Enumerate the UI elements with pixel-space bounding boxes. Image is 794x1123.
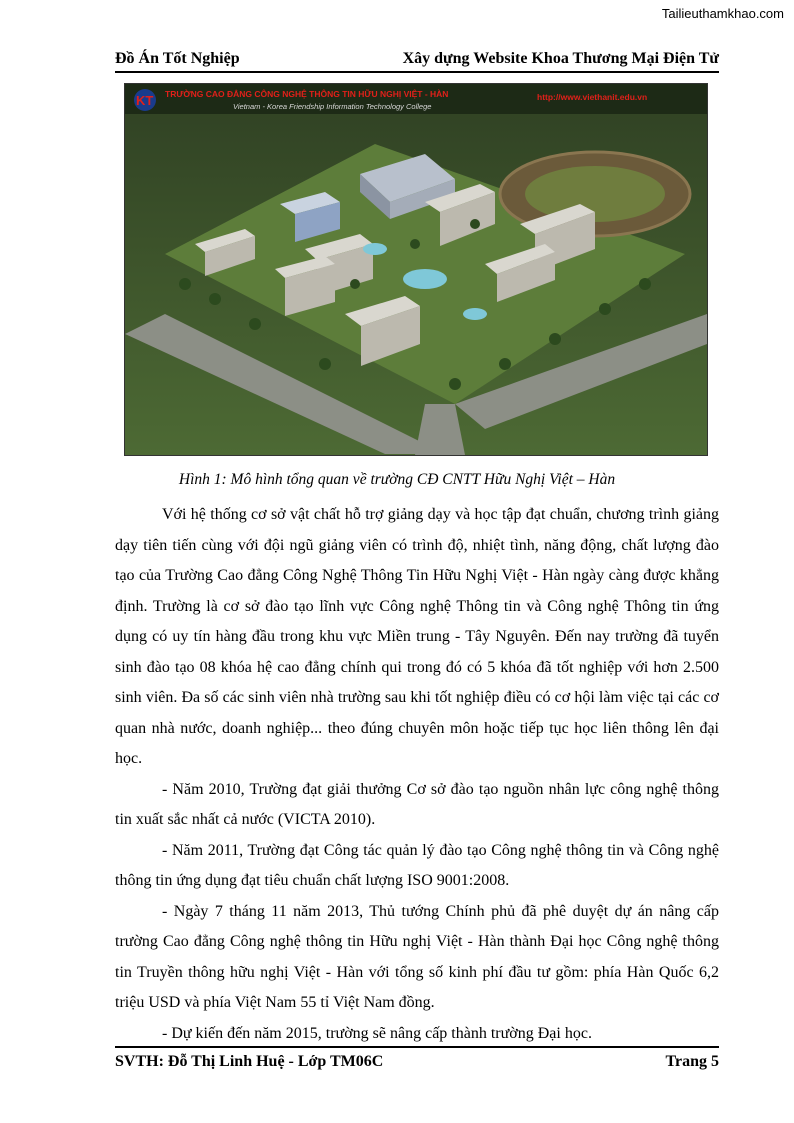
svg-text:KT: KT [136, 93, 154, 108]
bullet-item: - Ngày 7 tháng 11 năm 2013, Thủ tướng Chính phủ đã phê duyệt dự án nâng cấp trường Cao đẳng Công nghệ thông tin Hữu nghị Việt - Hàn thành Đại học Công nghệ thông tin Truyền thông hữu nghị Việt - Hàn với tổng số kinh phí đầu tư gồm: phía Hàn Quốc 6,2 triệu USD và phía Việt Nam 55 tỉ Việt Nam đồng. [115, 902, 719, 1011]
campus-image [124, 83, 708, 456]
page-footer [115, 1046, 719, 1071]
header-left: Đồ Án Tốt Nghiệp [115, 50, 240, 67]
page-number: Trang 5 [665, 1053, 719, 1070]
footer-author: SVTH: Đỗ Thị Linh Huệ - Lớp TM06C [115, 1053, 384, 1070]
banner-title: TRƯỜNG CAO ĐẲNG CÔNG NGHỆ THÔNG TIN HỮU NGHỊ VIỆT - HÀN [165, 89, 449, 99]
bullet-item: - Năm 2011, Trường đạt Công tác quản lý đào tạo Công nghệ thông tin và Công nghệ thông tin ứng dụng đạt tiêu chuẩn chất lượng ISO 9001:2008. [115, 841, 719, 889]
watermark: Tailieuthamkhao.com [661, 6, 784, 21]
header-right: Xây dựng Website Khoa Thương Mại Điện Tử [402, 50, 719, 67]
page-header [115, 50, 719, 73]
fountain-small-2 [463, 308, 487, 320]
bullet-item: - Dự kiến đến năm 2015, trường sẽ nâng cấp thành trường Đại học. [162, 1024, 592, 1042]
fountain-small [363, 243, 387, 255]
fountain-main [403, 269, 447, 289]
paragraph: Với hệ thống cơ sở vật chất hỗ trợ giảng dạy và học tập đạt chuẩn, chương trình giảng dạy tiên tiến cùng với đội ngũ giảng viên có trình độ, nhiệt tình, năng động, chất lượng đào tạo của Trường Cao đẳng Công Nghệ Thông Tin Hữu Nghị Việt - Hàn ngày càng được khẳng định. Trường là cơ sở đào tạo lĩnh vực Công nghệ Thông tin và Công nghệ Thông tin ứng dụng có uy tín hàng đầu trong khu vực Miền trung - Tây Nguyên. Đến nay trường đã tuyển sinh đào tạo 08 khóa hệ cao đẳng chính qui trong đó có 5 khóa đã tốt nghiệp với hơn 2.500 sinh viên. Đa số các sinh viên nhà trường sau khi tốt nghiệp điều có cơ hội làm việc tại các cơ quan nhà nước, doanh nghiệp... theo đúng chuyên môn hoặc tiếp tục học liên thông lên đại học. [115, 506, 719, 767]
banner-subtitle: Vietnam - Korea Friendship Information Technology College [233, 102, 432, 111]
bullet-item: - Năm 2010, Trường đạt giải thưởng Cơ sở đào tạo nguồn nhân lực công nghệ thông tin xuất sắc nhất cả nước (VICTA 2010). [115, 780, 719, 828]
body-text [115, 500, 719, 1049]
figure-caption: Hình 1: Mô hình tổng quan về trường CĐ CNTT Hữu Nghị Việt – Hàn [178, 471, 616, 488]
banner-url: http://www.viethanit.edu.vn [537, 92, 648, 102]
college-logo-icon [134, 89, 156, 111]
